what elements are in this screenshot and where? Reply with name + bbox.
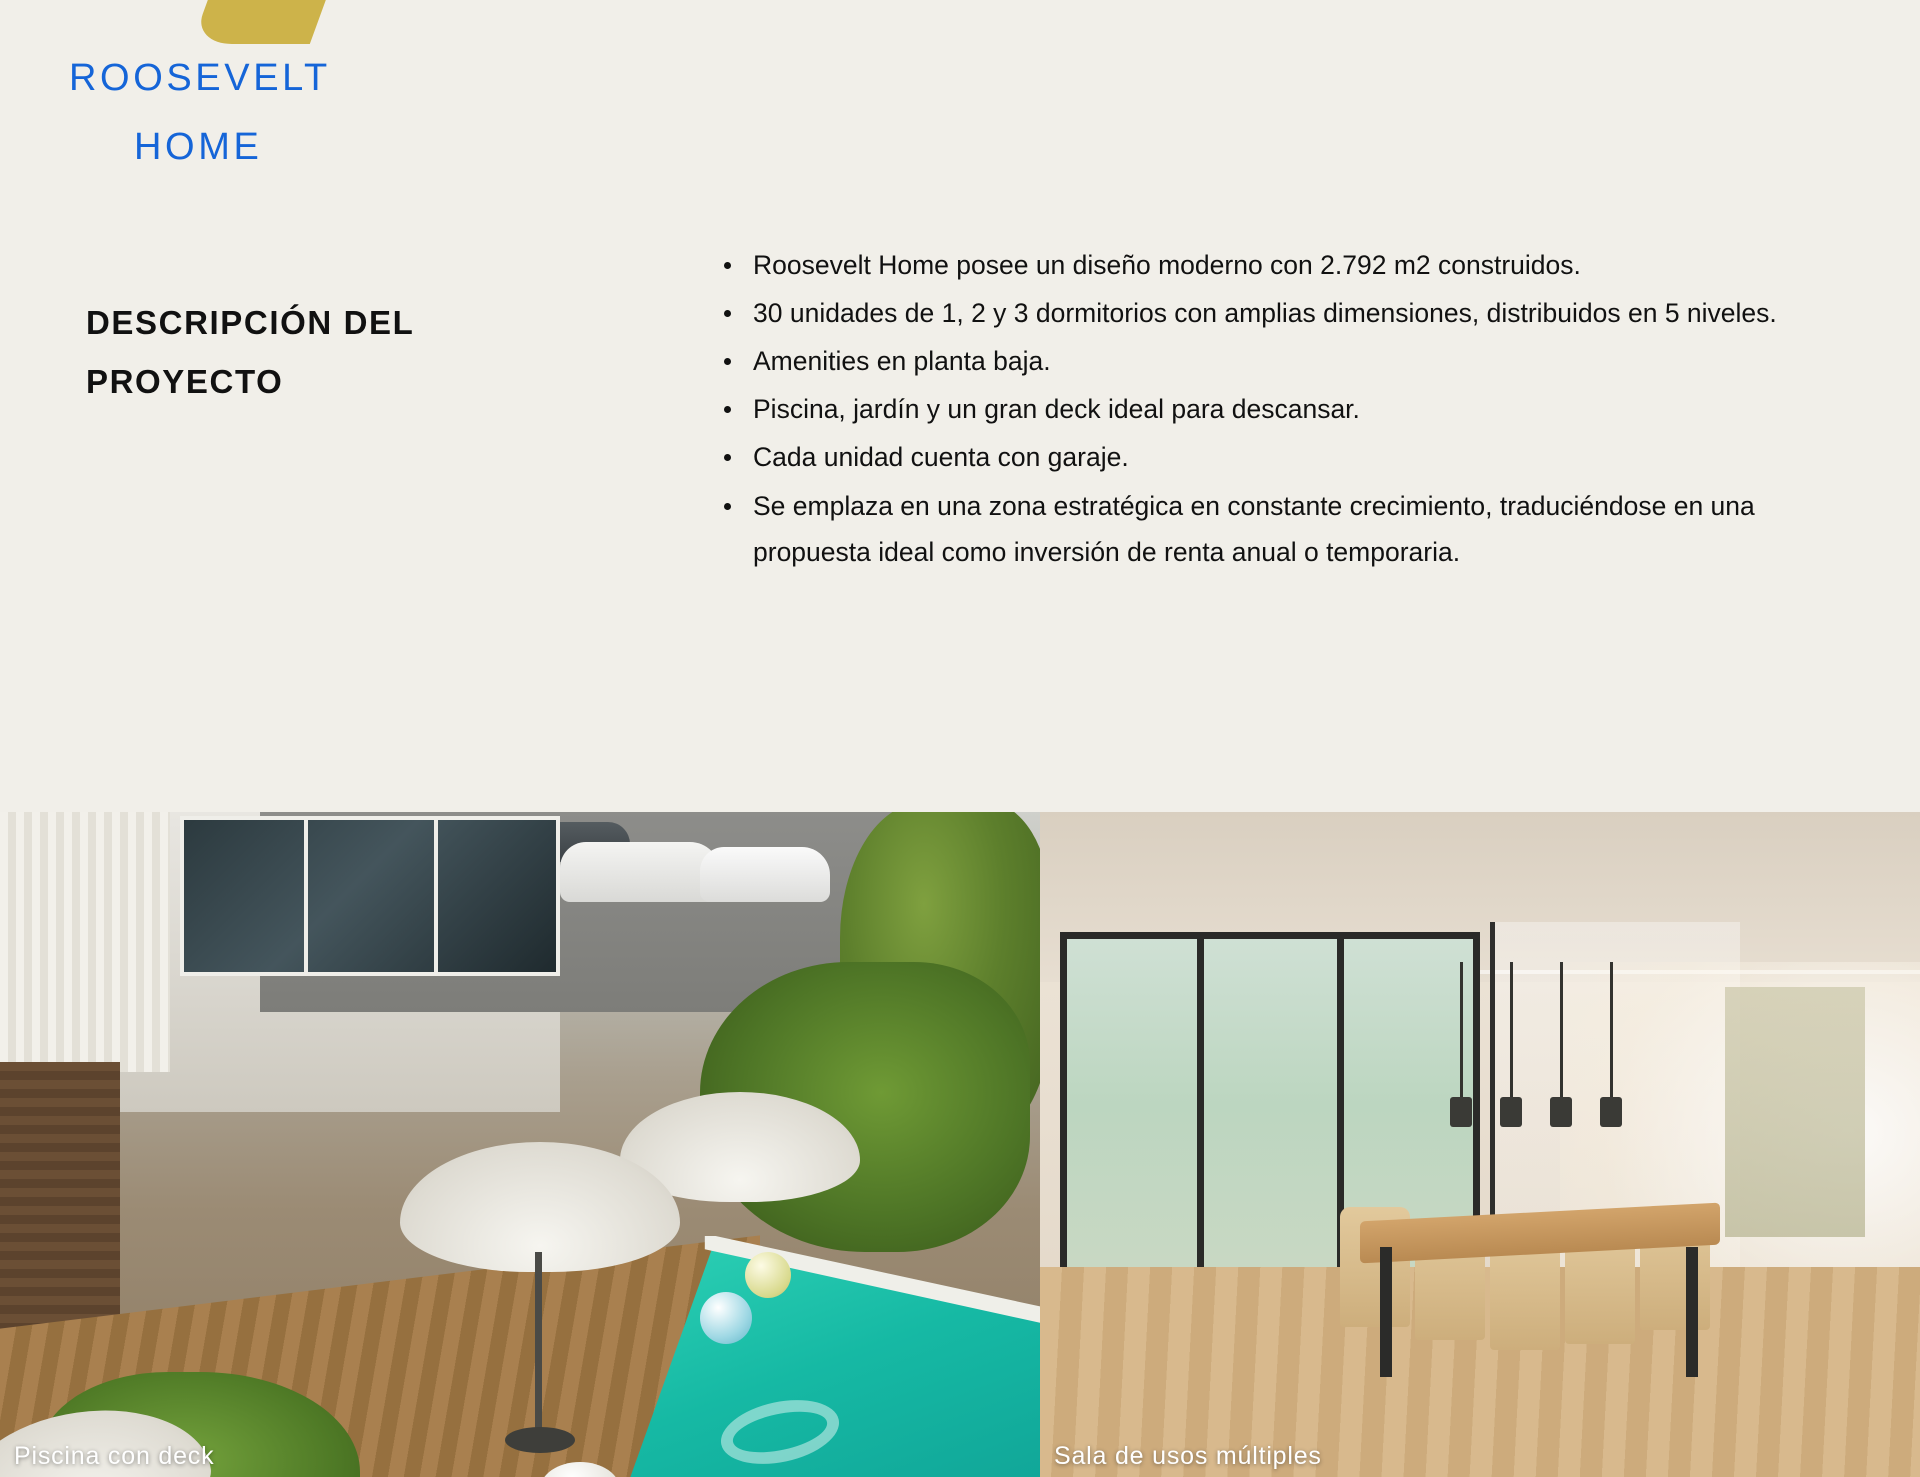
list-item: Cada unidad cuenta con garaje.	[718, 434, 1828, 480]
image-gallery	[0, 812, 1920, 1477]
logo-text-line2: HOME	[134, 126, 263, 168]
logo-swoosh-icon	[192, 0, 338, 44]
pool-scene-illustration	[0, 812, 1040, 1477]
brand-logo	[62, 0, 402, 190]
page-title: DESCRIPCIÓN DEL PROYECTO	[86, 304, 414, 400]
image-caption: Sala de usos múltiples	[1054, 1442, 1322, 1470]
logo-text-line1: ROOSEVELT	[69, 57, 331, 99]
image-caption: Piscina con deck	[14, 1442, 215, 1470]
interior-scene-illustration	[1040, 812, 1920, 1477]
list-item: Piscina, jardín y un gran deck ideal para descansar.	[718, 386, 1828, 432]
list-item: Se emplaza en una zona estratégica en constante crecimiento, traduciéndose en una propuesta ideal como inversión de renta anual o temporaria.	[718, 483, 1828, 575]
multipurpose-room-image	[1040, 812, 1920, 1477]
list-item: 30 unidades de 1, 2 y 3 dormitorios con amplias dimensiones, distribuidos en 5 niveles.	[718, 290, 1828, 336]
list-item: Roosevelt Home posee un diseño moderno con 2.792 m2 construidos.	[718, 242, 1828, 288]
project-description-list	[718, 242, 1828, 577]
pool-deck-image	[0, 812, 1040, 1477]
list-item: Amenities en planta baja.	[718, 338, 1828, 384]
